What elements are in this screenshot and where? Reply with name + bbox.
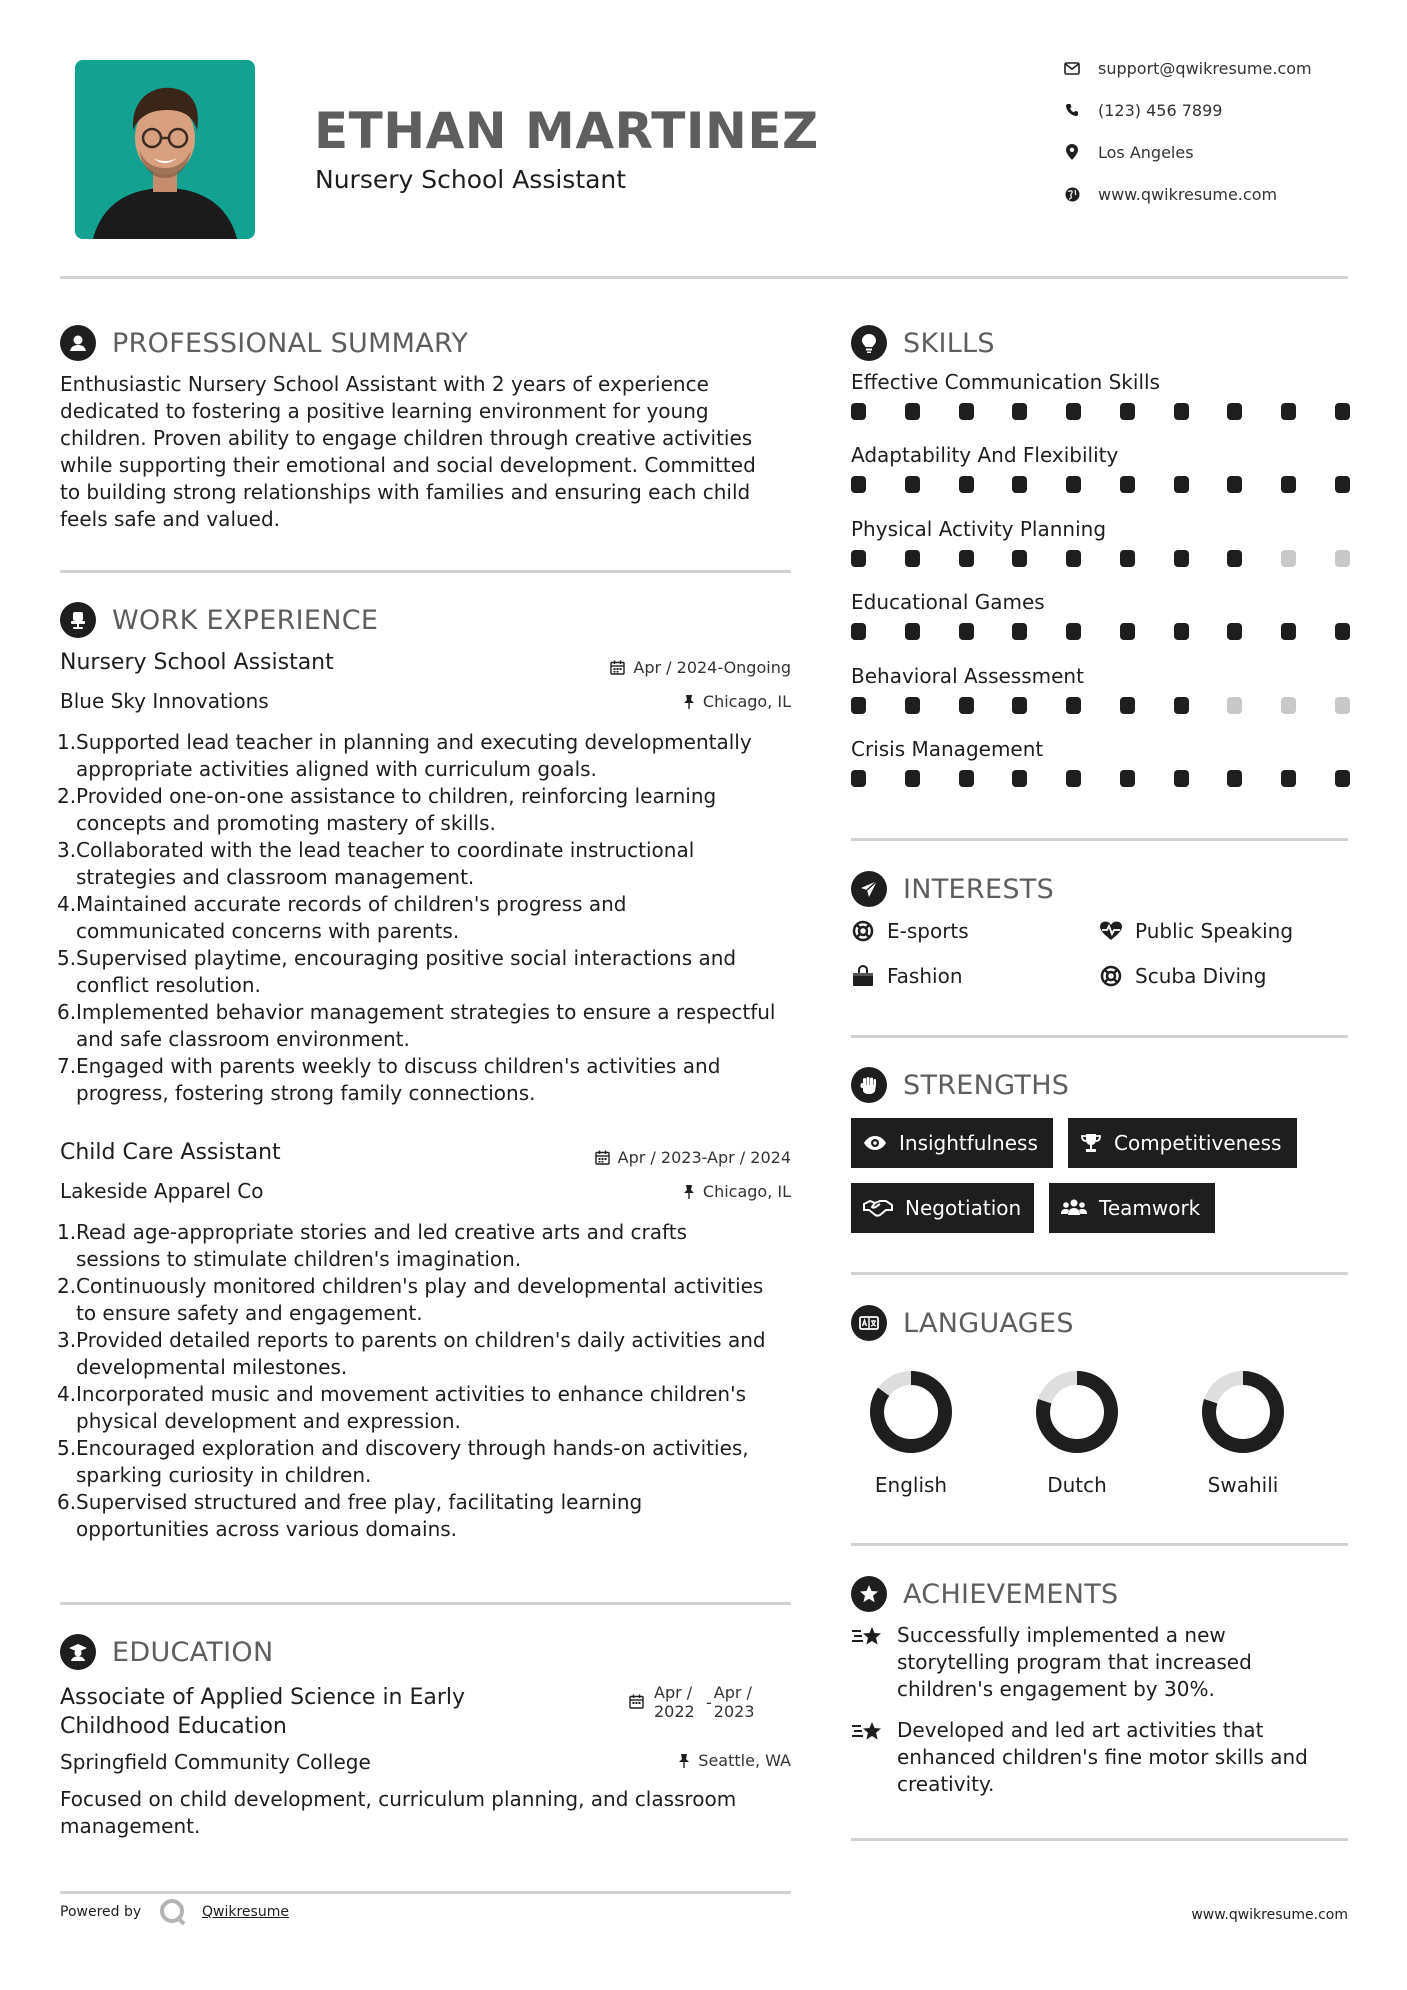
education-desc-line: management. [60,1814,201,1838]
bullet-line: Supervised structured and free play, facilitating learning [76,1490,643,1514]
work-header [60,602,378,638]
education-desc-line: Focused on child development, curriculum planning, and classroom [60,1787,737,1811]
rating-dot-filled [851,550,866,567]
bullet-item [57,783,802,837]
rating-dot-filled [905,403,920,420]
rating-dot-filled [1174,770,1189,787]
star-badge-icon [851,1576,887,1612]
user-icon [60,325,96,361]
rating-dot-filled [1174,403,1189,420]
skill-item [851,737,1350,810]
skill-item [851,590,1350,663]
rating-dot-filled [1174,476,1189,493]
contact-phone[interactable] [1062,100,1222,120]
skill-item [851,517,1350,590]
rating-dot-filled [1335,623,1350,640]
bullet-line: strategies and classroom management. [76,865,475,889]
strengths-header [851,1067,1069,1103]
education-description [60,1786,800,1840]
rating-dot-filled [959,697,974,714]
calendar-icon [595,1150,610,1165]
skill-name: Effective Communication Skills [851,370,1160,394]
achievement-line: Successfully implemented a new [897,1623,1226,1647]
section-divider [851,1035,1348,1038]
rating-dot-filled [851,476,866,493]
bullet-line: physical development and expression. [76,1409,461,1433]
rating-dot-filled [1227,550,1242,567]
rating-dot-empty [1281,550,1296,567]
language-name: Dutch [1047,1473,1107,1497]
interests-header [851,871,1054,907]
rating-dot-filled [1012,770,1027,787]
briefcase-chair-icon [60,602,96,638]
job-bullets [57,1219,802,1543]
graduate-icon [60,1634,96,1670]
degree-title [60,1683,465,1741]
education-location [678,1751,791,1770]
candidate-role: Nursery School Assistant [315,165,627,194]
contact-location-text: Los Angeles [1098,142,1194,162]
rating-dot-filled [1335,770,1350,787]
rating-dot-filled [851,623,866,640]
education-date-dash: - [706,1693,712,1712]
calendar-icon [629,1694,644,1709]
achievement-line: creativity. [897,1772,995,1796]
job-title: Child Care Assistant [60,1140,281,1165]
bullet-item [57,837,802,891]
education-start [654,1683,698,1721]
skill-rating [851,770,1350,787]
rating-dot-filled [1120,623,1135,640]
skill-name: Crisis Management [851,736,1044,761]
shooting-star-icon [851,1717,887,1798]
header-divider [60,276,1348,279]
interest-label: Fashion [887,964,963,988]
language-level-ring [1032,1367,1122,1457]
rating-dot-filled [1066,770,1081,787]
bullet-line: Collaborated with the lead teacher to coordinate instructional [76,838,695,862]
bullet-number: 3. [57,838,77,862]
bullet-number: 6. [57,1490,77,1514]
education-end-year: 2023 [713,1702,755,1721]
bullet-line: Read age-appropriate stories and led creative arts and crafts [76,1220,687,1244]
bullet-number: 5. [57,1436,77,1460]
envelope-icon [1062,58,1082,78]
skill-name: Physical Activity Planning [851,516,1107,541]
summary-line: to building strong relationships with families and ensuring each child [60,480,751,504]
bullet-item [57,1381,802,1435]
bullet-number: 1. [57,1220,77,1244]
education-end [714,1683,755,1721]
rating-dot-filled [1012,550,1027,567]
achievement-line: Developed and led art activities that [897,1718,1264,1742]
rating-dot-filled [1012,697,1027,714]
globe-icon [1062,184,1082,204]
calendar-icon [610,660,625,675]
shopping-bag-icon [851,964,875,988]
rating-dot-filled [959,770,974,787]
languages-header [851,1305,1074,1341]
achievements-title: ACHIEVEMENTS [903,1578,1119,1610]
section-divider [851,1838,1348,1841]
trophy-icon [1080,1133,1102,1153]
interest-label: Scuba Diving [1135,964,1267,988]
interest-item [1099,964,1266,988]
bullet-line: Provided detailed reports to parents on children's daily activities and [76,1328,766,1352]
strength-label: Competitiveness [1114,1131,1282,1155]
interest-label: E-sports [887,919,969,943]
bullet-line: Implemented behavior management strategies to ensure a respectful [76,1000,776,1024]
contact-phone-text: (123) 456 7899 [1098,100,1223,120]
rating-dot-filled [1066,403,1081,420]
bullet-number: 4. [57,892,77,916]
rating-dot-filled [1120,550,1135,567]
heartbeat-icon [1099,919,1123,943]
rating-dot-filled [959,623,974,640]
language-item [1017,1367,1137,1497]
summary-line: Enthusiastic Nursery School Assistant with 2 years of experience [60,372,709,396]
bullet-item [57,891,802,945]
rating-dot-filled [1281,476,1296,493]
section-divider [851,1272,1348,1275]
rating-dot-filled [1281,403,1296,420]
rating-dot-filled [905,476,920,493]
strength-chip [851,1118,1053,1168]
lightbulb-icon [851,325,887,361]
eye-icon [863,1135,887,1151]
bullet-line: and safe classroom environment. [76,1027,410,1051]
powered-by-label: Powered by [60,1904,142,1920]
paper-plane-icon [851,871,887,907]
rating-dot-filled [905,550,920,567]
job-date-text: Apr / 2023-Apr / 2024 [617,1148,791,1167]
section-divider [851,838,1348,841]
skill-item [851,664,1350,737]
education-title: EDUCATION [112,1636,274,1668]
bullet-line: Supervised playtime, encouraging positive social interactions and [76,946,737,970]
skill-name: Adaptability And Flexibility [851,443,1119,468]
bullet-item [57,1435,802,1489]
rating-dot-filled [1012,476,1027,493]
skill-rating [851,623,1350,640]
bullet-item [57,999,802,1053]
skills-list [851,370,1350,810]
skill-name: Educational Games [851,590,1045,615]
bullet-line: sparking curiosity in children. [76,1463,372,1487]
rating-dot-filled [1227,623,1242,640]
rating-dot-filled [1174,550,1189,567]
rating-dot-filled [1120,697,1135,714]
bullet-item [57,945,802,999]
pushpin-icon [683,694,695,709]
job-location-text: Chicago, IL [702,692,791,711]
interest-item [851,964,963,988]
bullet-number: 2. [57,1274,77,1298]
bullet-number: 7. [57,1054,77,1078]
qwikresume-logo-icon [158,1897,188,1927]
rating-dot-filled [959,403,974,420]
rating-dot-filled [851,697,866,714]
bullet-line: opportunities across various domains. [76,1517,458,1541]
skill-rating [851,403,1350,420]
rating-dot-filled [1227,403,1242,420]
rating-dot-filled [851,403,866,420]
language-icon [851,1305,887,1341]
skill-rating [851,697,1350,714]
bullet-line: conflict resolution. [76,973,261,997]
job-bullets [57,729,802,1107]
rating-dot-empty [1227,697,1242,714]
bullet-line: Provided one-on-one assistance to children, reinforcing learning [76,784,717,808]
users-icon [1061,1198,1087,1218]
summary-text [60,371,800,533]
interest-item [851,919,969,943]
life-ring-icon [1099,964,1123,988]
contact-email[interactable] [1062,58,1312,78]
rating-dot-filled [1335,476,1350,493]
language-level-ring [866,1367,956,1457]
bullet-number: 4. [57,1382,77,1406]
degree-line: Associate of Applied Science in Early [60,1685,466,1710]
qwikresume-brand: Qwikresume [202,1904,289,1920]
contact-location [1062,142,1194,162]
rating-dot-empty [1335,550,1350,567]
job-location-text: Chicago, IL [702,1182,791,1201]
job-date [595,1148,791,1167]
bullet-line: Supported lead teacher in planning and executing developmentally [76,730,752,754]
achievement-text [897,1717,1308,1798]
summary-title: PROFESSIONAL SUMMARY [112,327,469,359]
job-company: Lakeside Apparel Co [60,1179,264,1203]
qwikresume-link[interactable] [158,1897,289,1927]
section-divider [60,570,791,573]
achievements-header [851,1576,1119,1612]
rating-dot-filled [1120,403,1135,420]
job-title: Nursery School Assistant [60,650,334,675]
bullet-line: Maintained accurate records of children's progress and [76,892,627,916]
rating-dot-filled [1281,770,1296,787]
rating-dot-empty [1281,697,1296,714]
section-divider [851,1543,1348,1546]
language-name: English [874,1473,948,1497]
bullet-number: 3. [57,1328,77,1352]
education-end-month: Apr / [713,1683,752,1702]
rating-dot-filled [1066,623,1081,640]
rating-dot-filled [851,770,866,787]
pushpin-icon [683,1184,695,1199]
job-location [683,1182,791,1201]
bullet-line: Incorporated music and movement activities to enhance children's [76,1382,746,1406]
bullet-item [57,1273,802,1327]
achievement-line: enhanced children's fine motor skills and [897,1745,1308,1769]
work-title: WORK EXPERIENCE [112,604,379,636]
skill-name: Behavioral Assessment [851,663,1084,688]
fist-icon [851,1067,887,1103]
school-name: Springfield Community College [60,1750,371,1774]
skill-rating [851,476,1350,493]
skill-item [851,443,1350,516]
achievement-text [897,1622,1252,1703]
rating-dot-filled [1174,623,1189,640]
footer-divider [60,1891,791,1894]
bullet-line: communicated concerns with parents. [76,919,460,943]
gamepad-icon [851,919,875,943]
rating-dot-filled [959,550,974,567]
rating-dot-filled [1281,623,1296,640]
rating-dot-filled [1120,476,1135,493]
bullet-number: 5. [57,946,77,970]
rating-dot-filled [1120,770,1135,787]
bullet-number: 2. [57,784,77,808]
degree-line: Childhood Education [60,1714,287,1739]
language-item [1183,1367,1303,1497]
skills-header [851,325,995,361]
interest-item [1099,919,1293,943]
job-company: Blue Sky Innovations [60,689,269,713]
rating-dot-filled [905,623,920,640]
bullet-item [57,1053,802,1107]
strength-chip [1068,1118,1297,1168]
section-divider [60,1602,791,1605]
rating-dot-filled [1066,550,1081,567]
bullet-line: concepts and promoting mastery of skills. [76,811,496,835]
bullet-number: 6. [57,1000,77,1024]
rating-dot-filled [1012,403,1027,420]
rating-dot-filled [959,476,974,493]
rating-dot-filled [905,697,920,714]
bullet-item [57,1489,802,1543]
job-date-text: Apr / 2024-Ongoing [633,658,791,677]
bullet-number: 1. [57,730,77,754]
rating-dot-filled [1335,403,1350,420]
skill-rating [851,550,1350,567]
bullet-line: progress, fostering strong family connections. [76,1081,536,1105]
job-date [610,658,791,677]
rating-dot-filled [1066,476,1081,493]
bullet-item [57,1327,802,1381]
summary-line: dedicated to fostering a positive learning environment for young [60,399,709,423]
shooting-star-icon [851,1622,887,1703]
bullet-line: developmental milestones. [76,1355,348,1379]
achievement-item [851,1717,1348,1798]
bullet-line: appropriate activities aligned with curriculum goals. [76,757,597,781]
rating-dot-filled [1012,623,1027,640]
map-pin-icon [1062,142,1082,162]
achievement-line: storytelling program that increased [897,1650,1252,1674]
summary-line: while supporting their emotional and social development. Committed [60,453,756,477]
bullet-line: Continuously monitored children's play and developmental activities [76,1274,764,1298]
education-location-text: Seattle, WA [698,1751,791,1770]
rating-dot-empty [1335,697,1350,714]
rating-dot-filled [1174,697,1189,714]
profile-photo [75,60,255,239]
language-level-ring [1198,1367,1288,1457]
contact-email-text: support@qwikresume.com [1098,58,1312,78]
strength-label: Negotiation [905,1196,1022,1220]
bullet-item [57,729,802,783]
pushpin-icon [678,1753,690,1768]
job-location [683,692,791,711]
rating-dot-filled [905,770,920,787]
strength-chip [1049,1183,1215,1233]
strengths-title: STRENGTHS [903,1069,1070,1101]
candidate-name: ETHAN MARTINEZ [314,102,819,160]
phone-icon [1062,100,1082,120]
strength-chip [851,1183,1034,1233]
languages-title: LANGUAGES [903,1307,1074,1339]
contact-website-text: www.qwikresume.com [1098,184,1278,204]
strength-label: Insightfulness [899,1131,1038,1155]
rating-dot-filled [1227,770,1242,787]
rating-dot-filled [1227,476,1242,493]
language-name: Swahili [1207,1473,1279,1497]
achievement-line: children's engagement by 30%. [897,1677,1215,1701]
bullet-line: to ensure safety and engagement. [76,1301,423,1325]
education-start-month: Apr / [654,1683,693,1702]
bullet-item [57,1219,802,1273]
skills-title: SKILLS [903,327,995,359]
language-item [851,1367,971,1497]
handshake-icon [863,1199,893,1217]
bullet-line: Engaged with parents weekly to discuss children's activities and [76,1054,721,1078]
summary-header [60,325,468,361]
education-header [60,1634,273,1670]
contact-website[interactable] [1062,184,1277,204]
skill-item [851,370,1350,443]
achievement-item [851,1622,1348,1703]
summary-line: feels safe and valued. [60,507,281,531]
interests-title: INTERESTS [903,873,1055,905]
bullet-line: Encouraged exploration and discovery through hands-on activities, [76,1436,749,1460]
summary-line: children. Proven ability to engage children through creative activities [60,426,753,450]
education-dates [629,1683,755,1721]
education-start-year: 2022 [654,1702,695,1721]
bullet-line: sessions to stimulate children's imagination. [76,1247,522,1271]
strength-label: Teamwork [1099,1196,1201,1220]
footer-url[interactable]: www.qwikresume.com [1191,1907,1348,1923]
rating-dot-filled [1066,697,1081,714]
interest-label: Public Speaking [1135,919,1294,943]
